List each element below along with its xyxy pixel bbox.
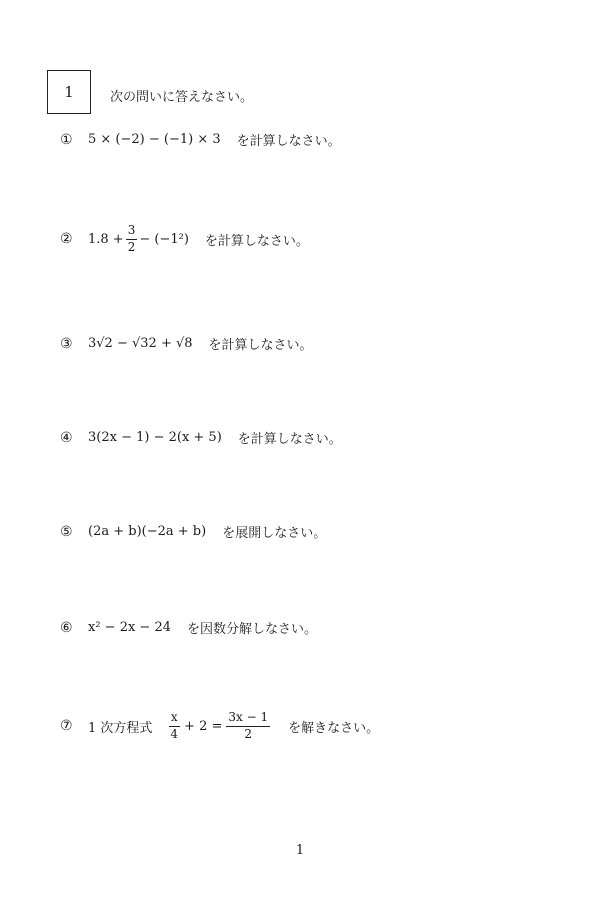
fraction bbox=[226, 711, 270, 742]
problem-5 bbox=[60, 522, 326, 541]
problem-expression: (2a + b)(−2a + b) bbox=[88, 524, 207, 539]
expression-part: 1.8 + bbox=[88, 231, 124, 247]
problem-instruction: を展開しなさい。 bbox=[222, 526, 327, 541]
problem-4 bbox=[60, 428, 342, 447]
problem-instruction: を計算しなさい。 bbox=[236, 134, 341, 149]
fraction bbox=[168, 711, 180, 742]
problem-expression: 3√2 − √32 + √8 bbox=[88, 336, 193, 351]
page-number: 1 bbox=[295, 843, 305, 858]
fraction-denominator: 4 bbox=[170, 726, 179, 741]
question-number: 1 bbox=[64, 83, 74, 101]
problem-expression: x² − 2x − 24 bbox=[88, 620, 172, 635]
problem-number: ⑥ bbox=[60, 619, 73, 636]
problem-6 bbox=[60, 618, 317, 637]
problem-number: ② bbox=[60, 231, 73, 248]
problem-expression: 5 × (−2) − (−1) × 3 bbox=[88, 132, 221, 147]
problem-instruction: を計算しなさい。 bbox=[237, 432, 342, 447]
problem-instruction: を計算しなさい。 bbox=[208, 338, 313, 353]
problem-instruction: を因数分解しなさい。 bbox=[187, 622, 318, 637]
fraction-numerator: x bbox=[169, 711, 180, 727]
expression-part: − (−1²) bbox=[139, 231, 189, 247]
fraction-numerator: 3 bbox=[126, 224, 138, 240]
problem-1 bbox=[60, 130, 341, 149]
problem-number: ③ bbox=[60, 335, 73, 352]
problem-number: ⑦ bbox=[60, 718, 73, 735]
question-number-box bbox=[47, 70, 91, 114]
problem-7 bbox=[60, 711, 379, 742]
problem-expression bbox=[88, 224, 189, 255]
problem-number: ⑤ bbox=[60, 523, 73, 540]
expression-part: + 2 = bbox=[184, 718, 223, 734]
problem-instruction: を計算しなさい。 bbox=[204, 233, 309, 249]
question-intro: 次の問いに答えなさい。 bbox=[110, 90, 254, 105]
fraction-denominator: 2 bbox=[244, 726, 253, 741]
fraction bbox=[126, 224, 138, 255]
problem-2 bbox=[60, 224, 309, 255]
problem-expression bbox=[166, 711, 272, 742]
fraction-denominator: 2 bbox=[127, 239, 136, 254]
problem-3 bbox=[60, 334, 313, 353]
problem-number: ④ bbox=[60, 429, 73, 446]
problem-number: ① bbox=[60, 131, 73, 148]
problem-instruction: を解きなさい。 bbox=[288, 720, 380, 736]
problem-prefix: 1 次方程式 bbox=[88, 720, 153, 736]
fraction-numerator: 3x − 1 bbox=[226, 711, 270, 727]
problem-expression: 3(2x − 1) − 2(x + 5) bbox=[88, 430, 222, 445]
